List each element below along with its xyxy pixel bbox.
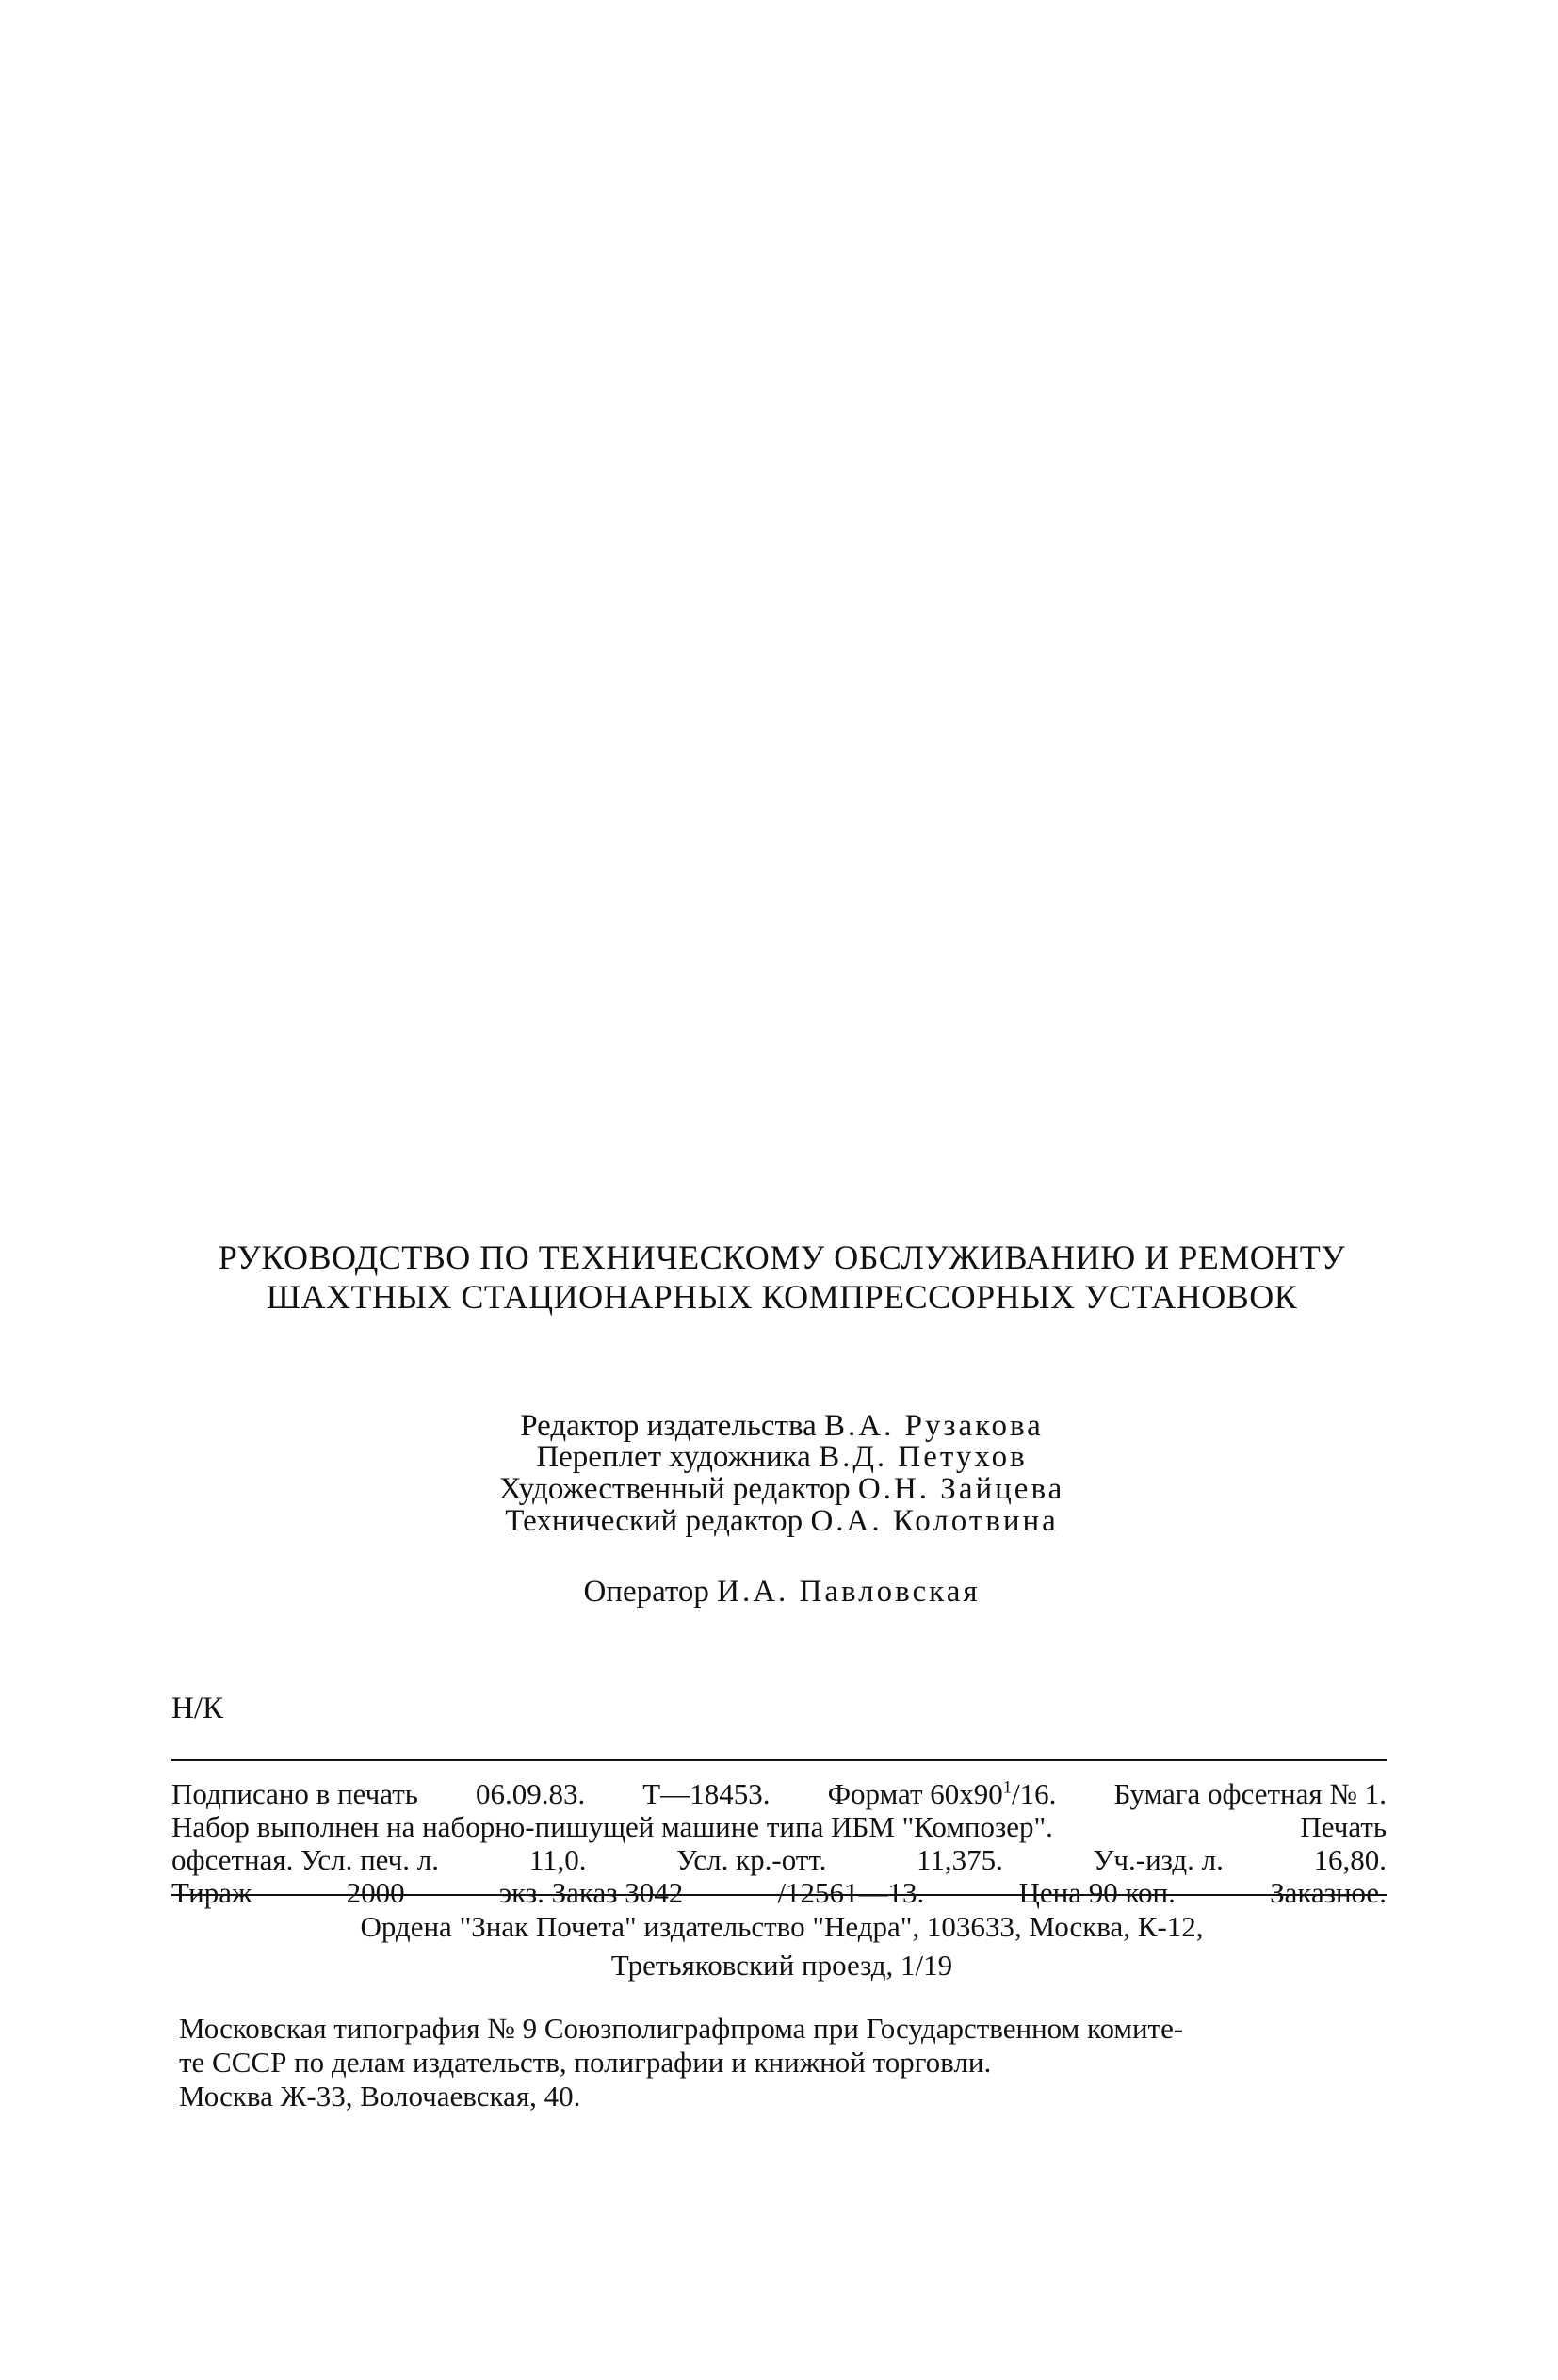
credit-person: В.А. Рузакова <box>824 1409 1044 1443</box>
format <box>828 1777 1057 1810</box>
divider-top <box>171 1759 1387 1761</box>
credit-art-editor <box>405 1473 1159 1505</box>
credit-technical-editor <box>405 1505 1159 1537</box>
credit-cover-artist <box>405 1441 1159 1473</box>
printer-line-2: те СССР по делам издательств, полиграфии и книжной торговли. <box>179 2046 992 2079</box>
imprint-line-2 <box>171 1810 1387 1843</box>
imprint-line-3 <box>171 1843 1387 1876</box>
credit-person: В.Д. Петухов <box>819 1440 1028 1474</box>
credit-role: Редактор издательства <box>520 1409 817 1443</box>
credit-role: Технический редактор <box>505 1504 803 1538</box>
printer-line-1: Московская типография № 9 Союзполиграфпрома при Государственном комите- <box>179 2012 1184 2045</box>
print-sheets-label: офсетная. Усл. печ. л. <box>171 1843 439 1876</box>
order-label: экз. Заказ 3042 <box>498 1876 684 1909</box>
format-fraction: 1 <box>1002 1777 1013 1798</box>
order-number: /12561—13. <box>777 1876 925 1909</box>
printer-line-3: Москва Ж-33, Волочаевская, 40. <box>179 2080 581 2113</box>
paper-type: Бумага офсетная № 1. <box>1113 1777 1387 1810</box>
color-prints-value: 11,375. <box>916 1843 1003 1876</box>
t-number: Т—18453. <box>642 1777 771 1810</box>
signed-label: Подписано в печать <box>171 1777 418 1810</box>
publishing-sheets-value: 16,80. <box>1313 1843 1387 1876</box>
format-suffix: /16. <box>1012 1777 1057 1810</box>
publishing-sheets-label: Уч.-изд. л. <box>1093 1843 1224 1876</box>
imprint-line-4 <box>171 1876 1387 1909</box>
typesetting-info: Набор выполнен на наборно-пишущей машине типа ИБМ "Композер". <box>171 1810 1053 1843</box>
book-title-line-2: ШАХТНЫХ СТАЦИОНАРНЫХ КОМПРЕССОРНЫХ УСТАНОВОК <box>266 1278 1298 1316</box>
price: Цена 90 коп. <box>1018 1876 1176 1909</box>
publisher-line-2: Третьяковский проезд, 1/19 <box>610 1949 953 1982</box>
format-value: 60x90 <box>930 1777 1003 1810</box>
publisher-line-1: Ордена "Знак Почета" издательство "Недра", 103633, Москва, К-12, <box>360 1910 1204 1943</box>
signed-date: 06.09.83. <box>475 1777 586 1810</box>
credit-operator <box>405 1576 1159 1608</box>
print-sheets-value: 11,0. <box>528 1843 587 1876</box>
credit-publishing-editor <box>405 1410 1159 1442</box>
credit-role: Переплет художника <box>536 1440 811 1474</box>
nk-mark: Н/К <box>171 1692 224 1725</box>
order-type: Заказное. <box>1270 1876 1387 1909</box>
credit-person: И.А. Павловская <box>717 1575 981 1609</box>
credit-person: О.А. Колотвина <box>810 1504 1059 1538</box>
format-label: Формат <box>827 1777 923 1810</box>
credit-person: О.Н. Зайцева <box>857 1472 1065 1506</box>
circulation-value: 2000 <box>346 1876 405 1909</box>
circulation-label: Тираж <box>171 1876 252 1909</box>
book-title-line-1: РУКОВОДСТВО ПО ТЕХНИЧЕСКОМУ ОБСЛУЖИВАНИЮ И РЕМОНТУ <box>218 1239 1346 1276</box>
credit-role: Оператор <box>583 1575 709 1609</box>
print-label: Печать <box>1300 1810 1387 1843</box>
color-prints-label: Усл. кр.-отт. <box>676 1843 827 1876</box>
imprint-line-1 <box>171 1777 1387 1810</box>
credit-role: Художественный редактор <box>498 1472 851 1506</box>
